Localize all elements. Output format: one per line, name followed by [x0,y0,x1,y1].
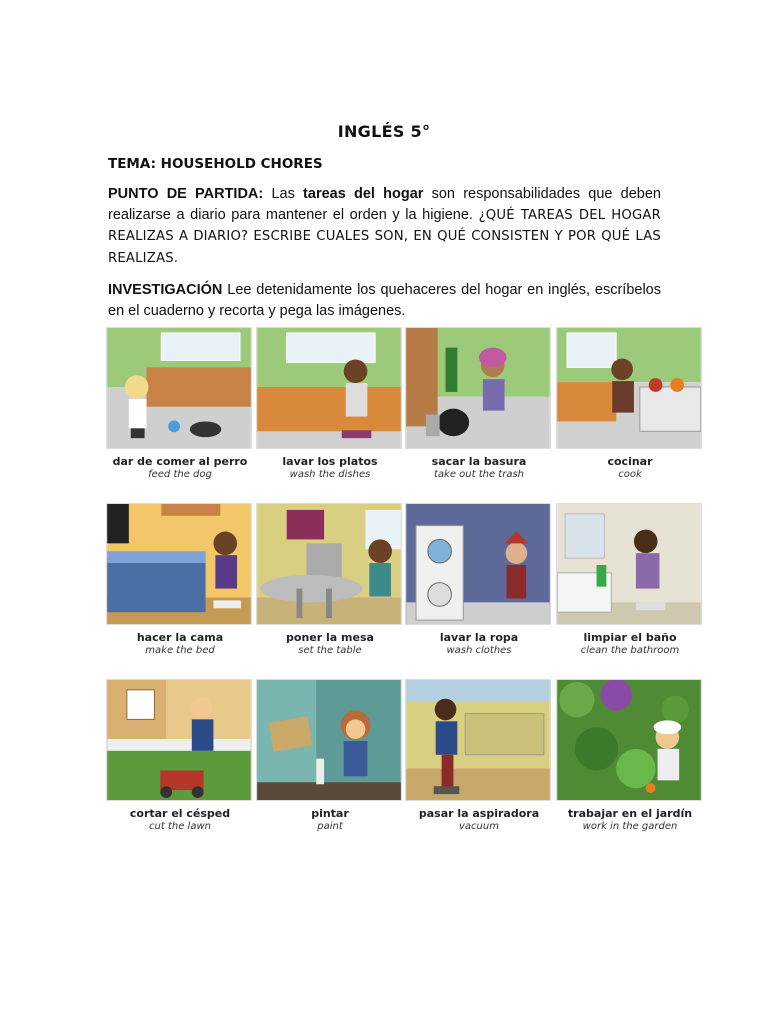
starting-point-question: ¿QUÉ TAREAS DEL HOGAR REALIZAS A DIARIO? ESCRIBE CUALES SON, EN QUÉ CONSISTEN Y POR QUÉ LAS REALIZAS. [108,207,661,266]
chore-spanish: poner la mesa [286,631,374,644]
chore-spanish: lavar los platos [282,455,378,468]
starting-point-text-1: Las [271,186,295,202]
research-label: INVESTIGACIÓN [108,282,223,298]
chore-illustration [556,503,702,625]
chore-spanish: dar de comer al perro [112,455,248,468]
chore-english: feed the dog [148,469,212,480]
chore-spanish: cortar el césped [129,807,231,820]
topic-heading: TEMA: HOUSEHOLD CHORES [108,156,323,172]
chore-english: wash the dishes [289,469,371,480]
chore-illustration [106,679,252,801]
chore-english: take out the trash [433,469,525,480]
chore-spanish: pasar la aspiradora [418,807,540,820]
chore-english: set the table [298,645,362,656]
research-text: Lee detenidamente los quehaceres del hogar en inglés, escríbelos en el cuaderno y recorta y pega las imágenes. [108,282,661,319]
chore-illustration [256,327,402,449]
chore-spanish: limpiar el baño [583,631,677,644]
chore-english: make the bed [145,645,215,656]
chore-english: vacuum [459,821,499,832]
chore-english: cook [618,469,642,480]
page-title: INGLÉS 5° [337,122,431,141]
chore-english: wash clothes [446,645,512,656]
chore-english: paint [317,821,343,832]
chore-illustration [106,503,252,625]
starting-point-paragraph: PUNTO DE PARTIDA: Las tareas del hogar son responsabilidades que deben realizarse a diario para mantener el orden y la higiene. ¿QUÉ TAREAS DEL HOGAR REALIZAS A DIARIO? ESCRIBE CUALES SON, EN QUÉ CONSISTEN Y POR QUÉ LAS REALIZAS. [108,186,661,266]
chores-grid [106,327,704,837]
research-paragraph [108,280,661,321]
chore-spanish: cocinar [607,455,653,468]
chore-illustration [405,503,551,625]
chore-illustration [256,503,402,625]
chore-spanish: pintar [311,807,349,820]
chore-spanish: sacar la basura [431,455,527,468]
starting-point-text-2: son responsabilidades que deben realizarse a diario para mantener el orden y la higiene. [108,186,661,223]
chore-english: work in the garden [582,821,678,832]
chore-spanish: lavar la ropa [439,631,519,644]
starting-point-label: PUNTO DE PARTIDA [108,186,259,202]
chore-illustration [405,679,551,801]
chore-illustration [556,679,702,801]
chore-illustration [256,679,402,801]
chore-english: cut the lawn [149,821,211,832]
starting-point-bold: tareas del hogar [303,186,424,202]
chore-illustration [405,327,551,449]
chore-illustration [556,327,702,449]
chore-spanish: hacer la cama [136,631,224,644]
chore-illustration [106,327,252,449]
chore-spanish: trabajar en el jardín [567,807,693,820]
chore-english: clean the bathroom [580,645,680,656]
